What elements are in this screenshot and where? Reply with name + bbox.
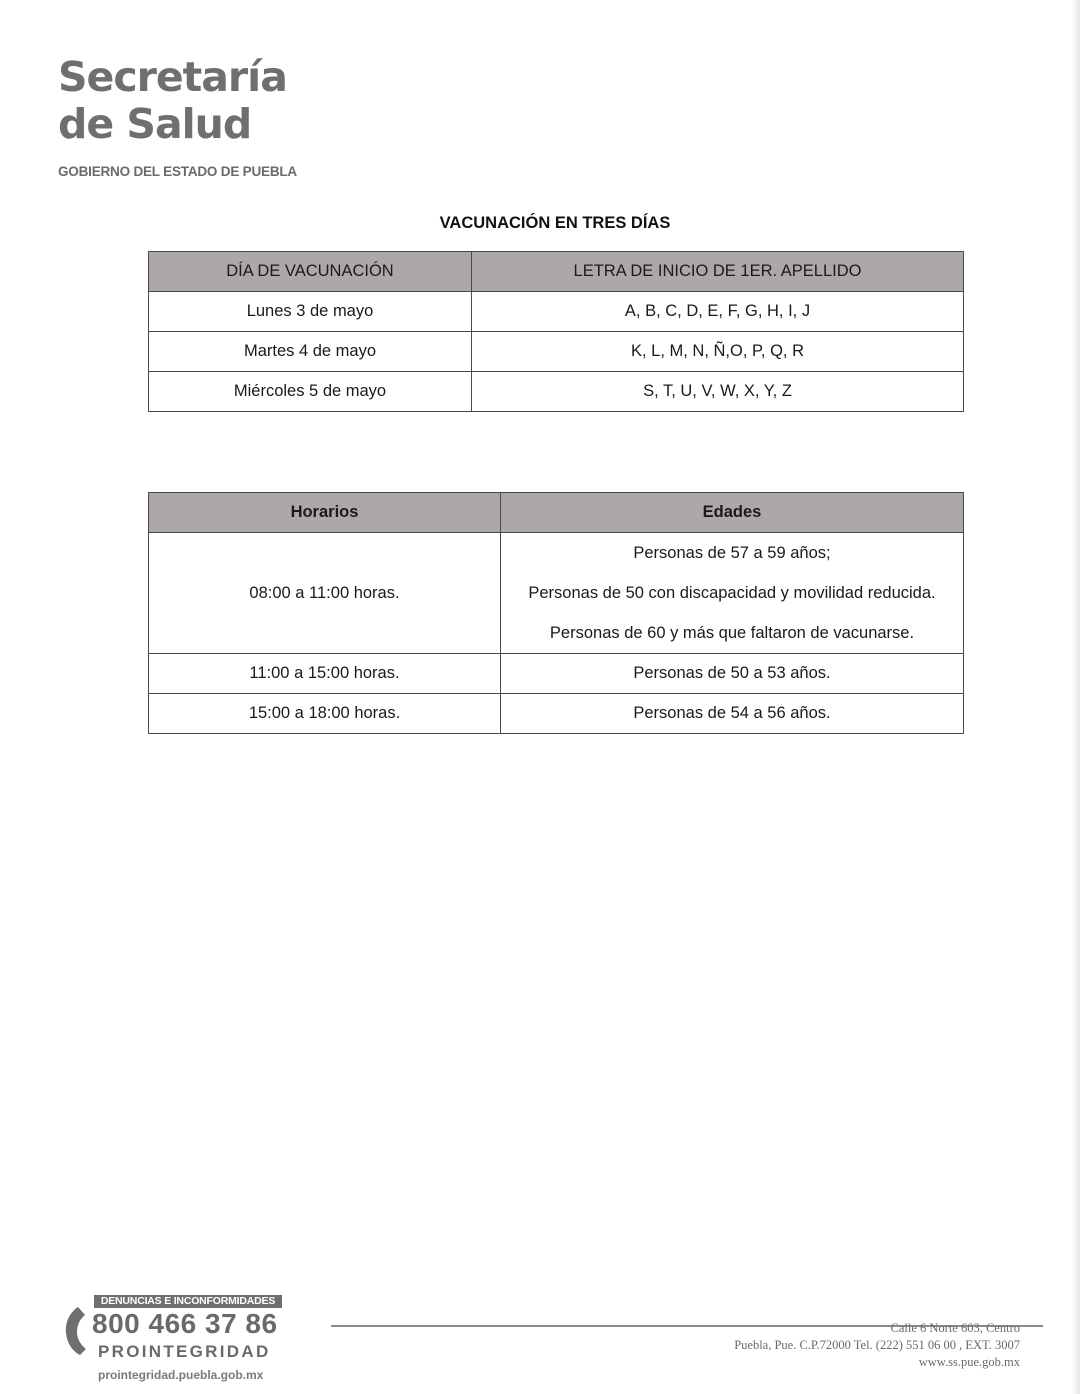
page-edge-shadow — [1072, 0, 1080, 1394]
days-table — [148, 251, 964, 412]
table-cell-day: Miércoles 5 de mayo — [149, 372, 472, 412]
table-cell-day: Martes 4 de mayo — [149, 332, 472, 372]
table-header-row — [149, 493, 964, 533]
table-cell-time: 08:00 a 11:00 horas. — [149, 533, 501, 654]
table-header-cell: LETRA DE INICIO DE 1ER. APELLIDO — [472, 252, 964, 292]
table-row — [149, 533, 964, 654]
table-header-cell: Edades — [501, 493, 964, 533]
table-cell-ages: Personas de 54 a 56 años. — [501, 694, 964, 734]
table-header-row — [149, 252, 964, 292]
table-row — [149, 332, 964, 372]
table-cell-letters: K, L, M, N, Ñ,O, P, Q, R — [472, 332, 964, 372]
hours-table — [148, 492, 964, 734]
document-title: VACUNACIÓN EN TRES DÍAS — [439, 214, 671, 232]
footer-brand: PROINTEGRIDAD — [98, 1342, 271, 1361]
table-cell-day: Lunes 3 de mayo — [149, 292, 472, 332]
table-cell-time: 15:00 a 18:00 horas. — [149, 694, 501, 734]
table-cell-ages — [501, 533, 964, 654]
table-row — [149, 694, 964, 734]
table-cell-time: 11:00 a 15:00 horas. — [149, 654, 501, 694]
age-line: Personas de 57 a 59 años; — [633, 544, 831, 562]
table-cell-letters: S, T, U, V, W, X, Y, Z — [472, 372, 964, 412]
logo-line-1: Secretaría — [58, 53, 287, 101]
table-header-cell: DÍA DE VACUNACIÓN — [149, 252, 472, 292]
age-line: Personas de 50 con discapacidad y movilidad reducida. — [528, 584, 936, 602]
logo — [58, 54, 297, 179]
age-line: Personas de 60 y más que faltaron de vacunarse. — [549, 624, 915, 642]
table-row — [149, 292, 964, 332]
table-cell-letters: A, B, C, D, E, F, G, H, I, J — [472, 292, 964, 332]
footer-phone-number: 800 466 37 86 — [92, 1308, 278, 1339]
logo-line-2: de Salud — [58, 100, 252, 148]
table-header-cell: Horarios — [149, 493, 501, 533]
footer-url: prointegridad.puebla.gob.mx — [98, 1368, 264, 1382]
table-row — [149, 654, 964, 694]
footer-address-line: Puebla, Pue. C.P.72000 Tel. (222) 551 06 00 , EXT. 3007 — [734, 1338, 1020, 1352]
table-cell-ages: Personas de 50 a 53 años. — [501, 654, 964, 694]
footer-address-line: Calle 6 Norte 603, Centro — [890, 1321, 1020, 1335]
footer-website: www.ss.pue.gob.mx — [918, 1355, 1020, 1369]
table-row — [149, 372, 964, 412]
logo-subtitle: GOBIERNO DEL ESTADO DE PUEBLA — [58, 164, 297, 179]
footer-tag: DENUNCIAS E INCONFORMIDADES — [94, 1295, 282, 1308]
